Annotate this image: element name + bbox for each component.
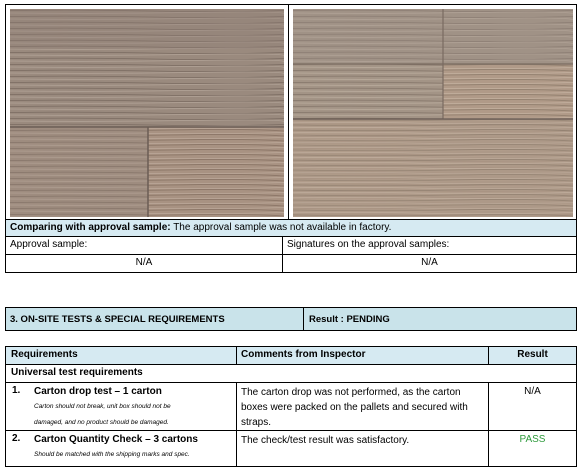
approval-sample-value: N/A [6,255,283,272]
table-row [6,431,576,467]
comparing-label: Comparing with approval sample: [10,222,171,233]
group-heading: Universal test requirements [6,365,576,383]
header-separator [303,308,304,330]
row-result: PASS [519,434,546,445]
comparing-bar [5,220,577,237]
row-subtitle: damaged, and no product should be damaged. [34,419,169,426]
requirements-table [5,346,577,467]
row-number: 2. [12,433,21,444]
section-3-title: 3. ON-SITE TESTS & SPECIAL REQUIREMENTS [10,314,225,325]
inspection-photos [5,4,577,220]
row-title: Carton drop test – 1 carton [34,386,162,397]
row-subtitle: Carton should not break, unit box should not be [34,403,171,410]
table-row [6,383,576,431]
row-comment: The carton drop was not performed, as the carton boxes were packed on the pallets and secured with straps. [237,383,489,430]
signatures-value: N/A [421,257,438,268]
table-header [6,347,576,365]
header-comments: Comments from Inspector [237,347,489,364]
header-result: Result [517,349,548,360]
comparing-text: The approval sample was not available in factory. [170,222,392,233]
photo-divider [288,5,289,219]
row-subtitle: Should be matched with the shipping marks and spec. [34,451,190,458]
approval-sample-label: Approval sample: [6,237,283,254]
row-result: N/A [524,386,541,397]
wood-floor-photo-1[interactable] [10,9,284,217]
row-title: Carton Quantity Check – 3 cartons [34,434,198,445]
section-3-result: Result : PENDING [309,314,390,325]
approval-table [5,237,577,273]
row-number: 1. [12,385,21,396]
wood-floor-photo-2[interactable] [293,9,573,217]
signatures-label: Signatures on the approval samples: [287,239,450,250]
section-3-header [5,307,577,331]
header-requirements: Requirements [6,347,237,364]
row-comment: The check/test result was satisfactory. [237,431,489,466]
